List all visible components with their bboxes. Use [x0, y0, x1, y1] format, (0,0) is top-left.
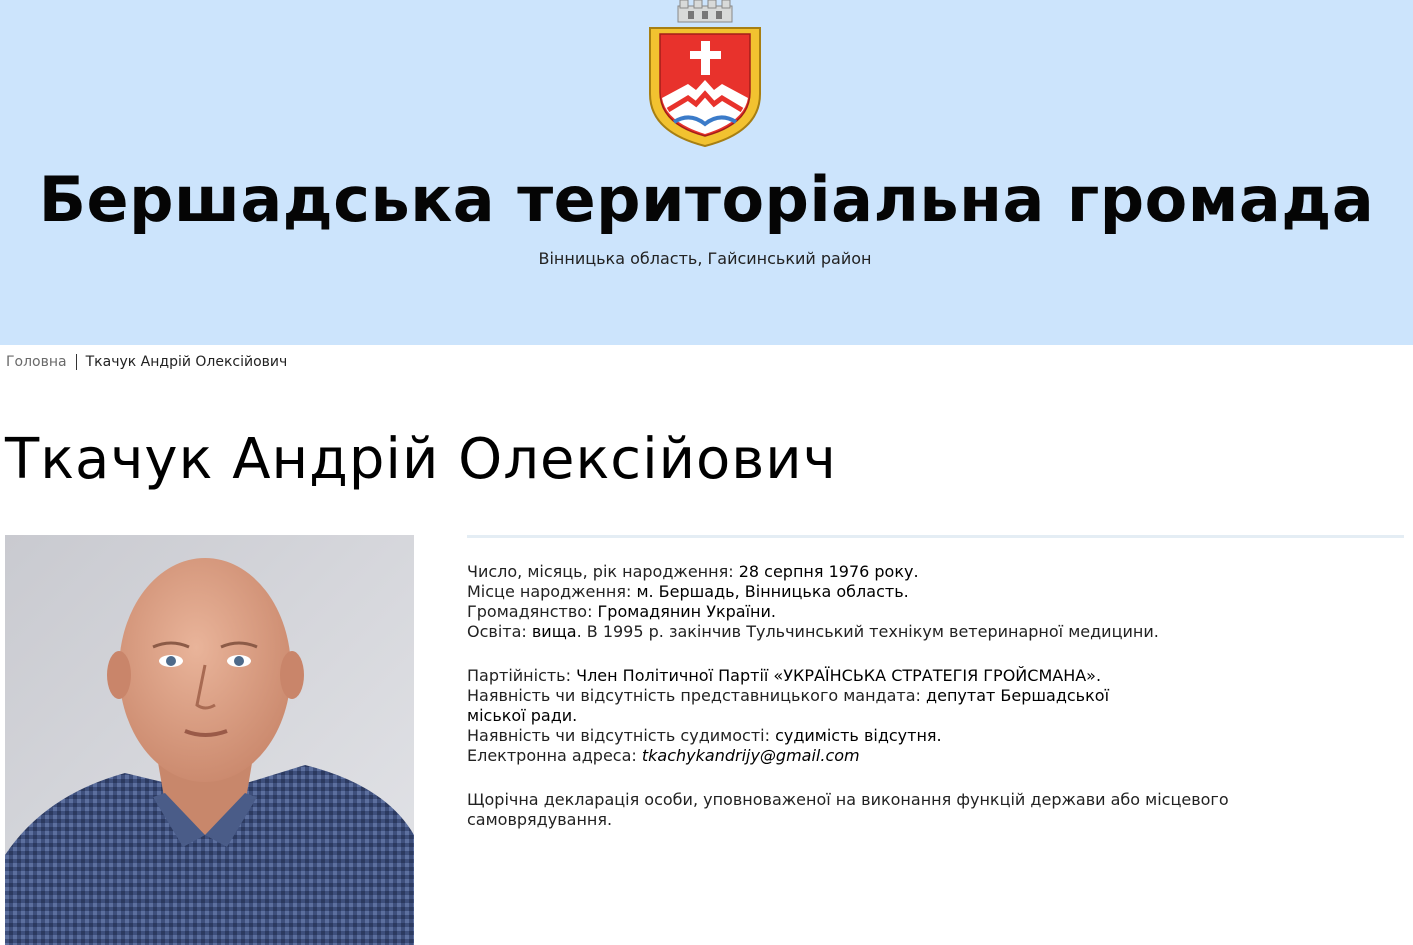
birth-date-line	[467, 562, 1367, 582]
mandate-value-continued: міської ради.	[467, 706, 578, 725]
birth-place-value: м. Бершадь, Вінницька область.	[636, 582, 909, 601]
conviction-value: судимість відсутня.	[775, 726, 942, 745]
citizenship-label: Громадянство:	[467, 602, 593, 621]
education-details: . В 1995 р. закінчив Тульчинський технікум ветеринарної медицини.	[576, 622, 1159, 641]
mandate-label: Наявність чи відсутність представницького мандата:	[467, 686, 921, 705]
email-line	[467, 746, 1367, 766]
site-subtitle: Вінницька область, Гайсинський район	[538, 249, 872, 268]
site-header	[0, 0, 1413, 345]
breadcrumb-separator	[76, 354, 77, 370]
email-label: Електронна адреса:	[467, 746, 637, 765]
party-line	[467, 666, 1367, 686]
birth-date-label: Число, місяць, рік народження:	[467, 562, 734, 581]
breadcrumb-current: Ткачук Андрій Олексійович	[85, 354, 288, 370]
education-line	[467, 622, 1367, 642]
birth-place-line	[467, 582, 1367, 602]
person-portrait-image	[5, 535, 414, 945]
mandate-line	[467, 686, 1367, 706]
profile-info	[467, 562, 1367, 830]
party-value: Член Політичної Партії «УКРАЇНСЬКА СТРАТЕГІЯ ГРОЙСМАНА».	[576, 666, 1102, 685]
citizenship-value: Громадянин України.	[597, 602, 776, 621]
conviction-label: Наявність чи відсутність судимості:	[467, 726, 770, 745]
education-value: вища	[531, 622, 577, 641]
education-label: Освіта:	[467, 622, 527, 641]
declaration-text: Щорічна декларація особи, уповноваженої на виконання функцій держави або місцевого самоврядування.	[467, 790, 1229, 829]
email-value[interactable]: tkachykandrijy@gmail.com	[641, 746, 860, 765]
breadcrumb	[6, 353, 287, 371]
mandate-line-continued	[467, 706, 1367, 726]
party-label: Партійність:	[467, 666, 571, 685]
page-title: Ткачук Андрій Олексійович	[5, 427, 837, 492]
coat-of-arms-logo[interactable]	[644, 0, 766, 148]
content-divider	[467, 535, 1404, 538]
profile-photo	[5, 535, 414, 945]
site-title[interactable]: Бершадська територіальна громада	[38, 163, 1375, 236]
birth-date-value: 28 серпня 1976 року.	[738, 562, 919, 581]
breadcrumb-home-link[interactable]: Головна	[6, 354, 67, 370]
birth-place-label: Місце народження:	[467, 582, 632, 601]
citizenship-line	[467, 602, 1367, 622]
conviction-line	[467, 726, 1367, 746]
mandate-value: депутат Бершадської	[926, 686, 1110, 705]
